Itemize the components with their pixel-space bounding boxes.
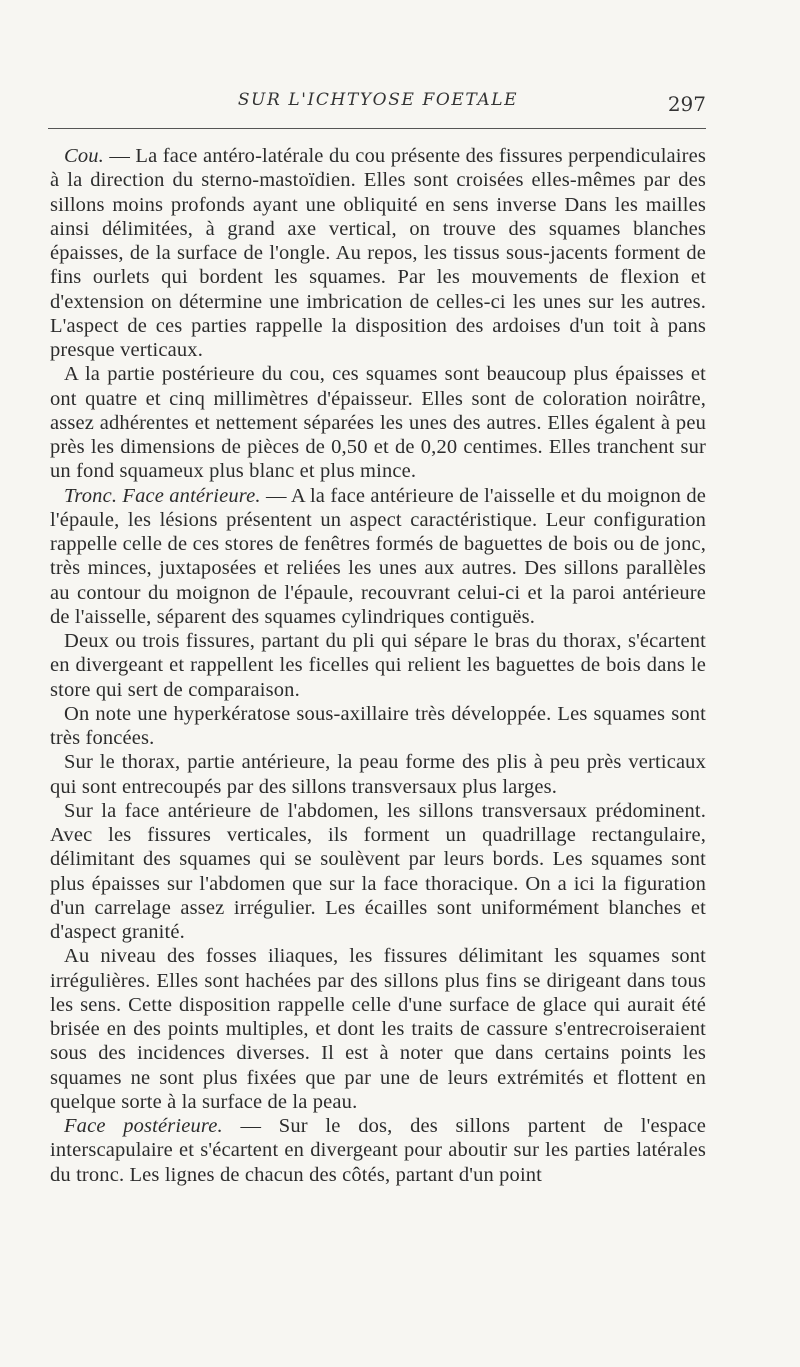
paragraph [50,629,706,702]
body-text [50,144,706,1187]
paragraph-text: Sur le thorax, partie antérieure, la peau forme des plis à peu près verticaux qui sont entrecoupés par des sillons transversaux plus larges. [50,751,706,798]
paragraph-text: Sur la face antérieure de l'abdomen, les sillons transversaux prédominent. Avec les fissures verticales, ils forment un quadrillage rectangulaire, délimitant des squames qui se soulèvent par leurs bords. Les squames sont plus épaisses sur l'abdomen que sur la face thoracique. On a ici la figuration d'un carrelage assez irrégulier. Les écailles sont uniformément blanches et d'aspect granité. [50,799,706,943]
paragraph-text: On note une hyperkératose sous-axillaire très développée. Les squames sont très foncées. [50,702,706,749]
paragraph-text: — Sur le dos, des sillons partent de l'espace interscapulaire et s'écartent en divergeant pour aboutir sur les parties latérales du tronc. Les lignes de chacun des côtés, partant d'un point [50,1115,706,1186]
paragraph-lead: Tronc. Face antérieure. [64,484,261,507]
paragraph [50,1114,706,1187]
paragraph [50,362,706,483]
paragraph-text: — A la face antérieure de l'aisselle et du moignon de l'épaule, les lésions présentent un aspect caractéristique. Leur configuration rappelle celle de ces stores de fenêtres formés de baguettes de bois ou de jonc, très minces, juxtaposées et reliées les unes aux autres. Des sillons parallèles au contour du moignon de l'épaule, recouvrant celui-ci et la paroi antérieure de l'aisselle, séparent des squames cylindriques contiguës. [50,484,706,628]
paragraph [50,750,706,799]
paragraph-text: Au niveau des fosses iliaques, les fissures délimitant les squames sont irrégulières. Elles sont hachées par des sillons plus fins se dirigeant dans tous les sens. Cette disposition rappelle celle d'une surface de glace qui aurait été brisée en des points multiples, et dont les traits de cassure s'entrecroiseraient sous des incidences diverses. Il est à noter que dans certains points les squames ne sont plus fixées que par une de leurs extrémités et flottent en quelque sorte à la surface de la peau. [50,945,706,1113]
paragraph [50,702,706,751]
paragraph [50,484,706,630]
paragraph [50,144,706,362]
paragraph-text: Deux ou trois fissures, partant du pli qui sépare le bras du thorax, s'écartent en divergeant et rappellent les ficelles qui relient les baguettes de bois dans le store qui sert de comparaison. [50,630,706,701]
paragraph [50,944,706,1114]
header-rule [48,128,706,129]
running-header [50,88,706,118]
paragraph-lead: Face postérieure. [64,1115,223,1137]
running-title: SUR L'ICHTYOSE FOETALE [237,90,519,110]
paragraph-lead: Cou. [64,145,104,167]
paragraph [50,799,706,945]
page-number: 297 [667,92,706,116]
paragraph-text: — La face antéro-latérale du cou présente des fissures perpendiculaires à la direction du sterno-mastoïdien. Elles sont croisées elles-mêmes par des sillons moins profonds ayant une obliquité en sens inverse Dans les mailles ainsi délimitées, à grand axe vertical, on trouve des squames blanches épaisses, de la surface de l'ongle. Au repos, les tissus sous-jacents forment de fins ourlets qui bordent les squames. Par les mouvements de flexion et d'extension on détermine une imbrication de celles-ci les unes sur les autres. L'aspect de ces parties rappelle la disposition des ardoises d'un toit à pans presque verticaux. [50,145,706,361]
paragraph-text: A la partie postérieure du cou, ces squames sont beaucoup plus épaisses et ont quatre et cinq millimètres d'épaisseur. Elles sont de coloration noirâtre, assez adhérentes et nettement séparées les unes des autres. Elles égalent à peu près les dimensions de pièces de 0,50 et de 0,20 centimes. Elles tranchent sur un fond squameux plus blanc et plus mince. [50,363,706,483]
page [50,88,706,1186]
